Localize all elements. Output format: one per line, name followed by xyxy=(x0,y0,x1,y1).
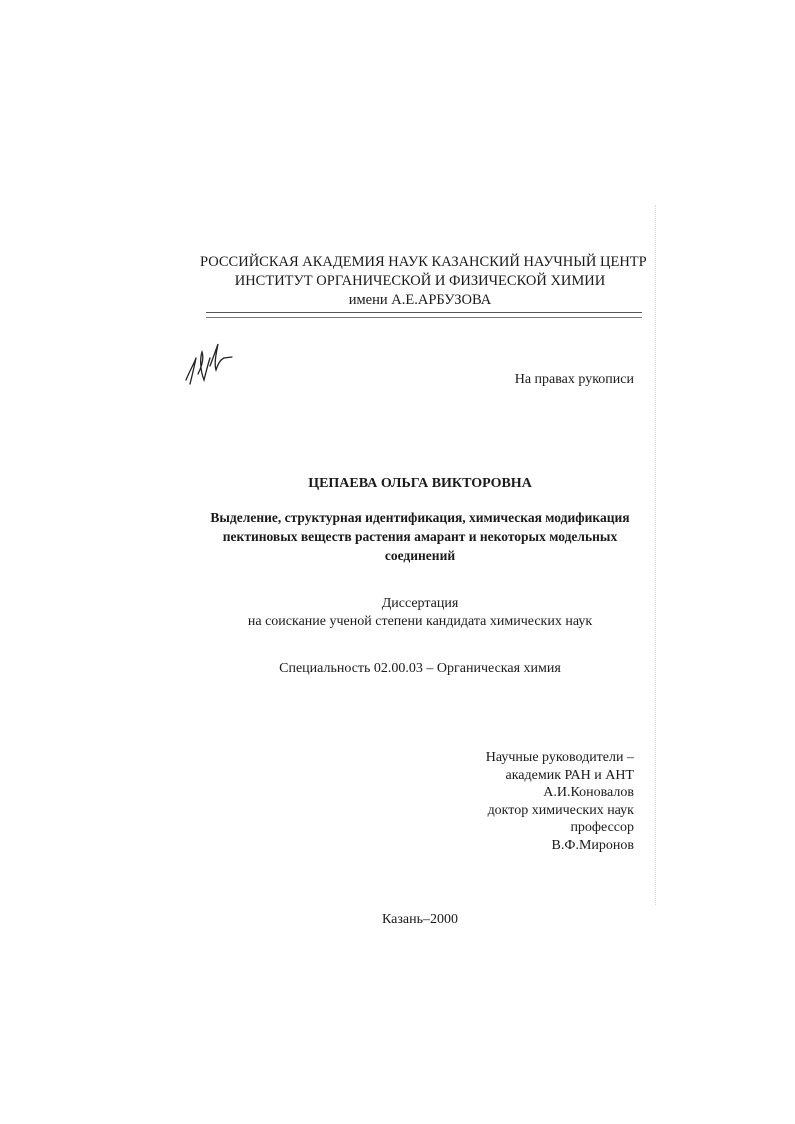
header-line-institute: ИНСТИТУТ ОРГАНИЧЕСКОЙ И ФИЗИЧЕСКОЙ ХИМИИ xyxy=(234,273,606,289)
advisor-1-title: академик РАН и АНТ xyxy=(505,767,634,783)
advisor-2-name: В.Ф.Миронов xyxy=(551,837,634,853)
city-year: Казань–2000 xyxy=(382,912,458,927)
degree-description: на соискание ученой степени кандидата химических наук xyxy=(247,614,593,629)
dissertation-title xyxy=(180,508,660,565)
manuscript-rights-note: На правах рукописи xyxy=(514,372,634,387)
degree-statement xyxy=(180,595,660,631)
advisor-2-title: профессор xyxy=(570,820,634,835)
advisors-heading: Научные руководители – xyxy=(485,750,634,765)
header-line-named-after: имени А.Е.АРБУЗОВА xyxy=(348,292,492,308)
header-line-academy: РОССИЙСКАЯ АКАДЕМИЯ НАУК КАЗАНСКИЙ НАУЧНЫЙ ЦЕНТР xyxy=(200,254,647,270)
header-rule-bottom xyxy=(206,317,642,318)
degree-type: Диссертация xyxy=(381,596,459,611)
advisor-1-name: А.И.Коновалов xyxy=(543,785,634,800)
title-line-2: пектиновых веществ растения амарант и некоторых модельных xyxy=(222,529,618,544)
scientific-advisors xyxy=(420,749,634,854)
header-rule-top xyxy=(206,312,642,313)
handwritten-signature xyxy=(180,336,240,396)
advisor-2-degree: доктор химических наук xyxy=(487,802,634,818)
institution-header xyxy=(200,253,647,310)
title-line-3: соединений xyxy=(384,548,456,563)
specialty-code: Специальность 02.00.03 – Органическая химия xyxy=(279,661,561,676)
title-line-1: Выделение, структурная идентификация, химическая модификация xyxy=(210,510,630,525)
author-name: ЦЕПАЕВА ОЛЬГА ВИКТОРОВНА xyxy=(308,476,532,491)
